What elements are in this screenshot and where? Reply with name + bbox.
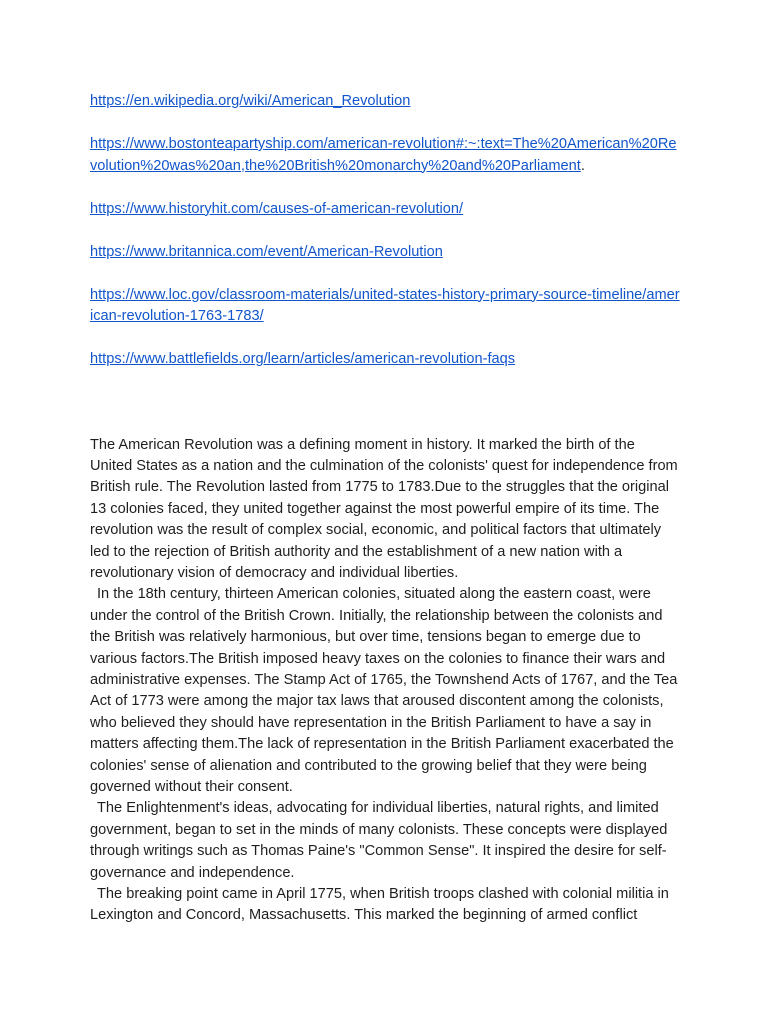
paragraph-lexington-concord: The breaking point came in April 1775, when British troops clashed with colonial militia in Lexington and Concord, Massachusetts. This marked the beginning of armed conflict (90, 886, 669, 924)
reference-item (90, 349, 680, 371)
reference-item (90, 285, 680, 328)
reference-link[interactable]: https://www.historyhit.com/causes-of-american-revolution/ (90, 200, 464, 217)
reference-trailing-punctuation: . (580, 157, 585, 174)
paragraph-taxation: In the 18th century, thirteen American colonies, situated along the eastern coast, were under the control of the British Crown. Initially, the relationship between the colonists and the British was relatively harmonious, but over time, tensions began to emerge due to various factors.The British imposed heavy taxes on the colonies to finance their wars and administrative expenses. The Stamp Act of 1765, the Townshend Acts of 1767, and the Tea Act of 1773 were among the major tax laws that aroused discontent among the colonists, who believed they should have representation in the British Parliament to have a say in matters affecting them.The lack of representation in the British Parliament exacerbated the colonies' sense of alienation and contributed to the growing belief that they were being governed without their consent. (90, 586, 678, 795)
reference-link[interactable]: https://en.wikipedia.org/wiki/American_Revolution (90, 93, 411, 109)
reference-link[interactable]: https://www.bostonteapartyship.com/american-revolution#:~:text=The%20American%20Revolution%20was%20an,the%20British%20monarchy%20and%20Parliament (90, 136, 677, 174)
reference-item (90, 242, 680, 264)
reference-list (90, 91, 680, 371)
reference-link[interactable]: https://www.loc.gov/classroom-materials/united-states-history-primary-source-timeline/american-revolution-1763-1783/ (90, 286, 680, 324)
reference-item (90, 199, 680, 221)
paragraph-enlightenment: The Enlightenment's ideas, advocating for individual liberties, natural rights, and limited government, began to set in the minds of many colonists. These concepts were displayed through writings such as Thomas Paine's "Common Sense". It inspired the desire for self-governance and independence. (90, 800, 668, 881)
reference-item (90, 91, 680, 113)
paragraph-intro: The American Revolution was a defining moment in history. It marked the birth of the United States as a nation and the culmination of the colonists' quest for independence from British rule. The Revolution lasted from 1775 to 1783.Due to the struggles that the original 13 colonies faced, they united together against the most powerful empire of its time. The revolution was the result of complex social, economic, and political factors that ultimately led to the rejection of British authority and the establishment of a new nation with a revolutionary vision of democracy and individual liberties. (90, 436, 678, 581)
document-page (90, 91, 680, 927)
reference-link[interactable]: https://www.battlefields.org/learn/articles/american-revolution-faqs (90, 351, 516, 367)
essay-body (90, 435, 680, 927)
reference-item (90, 134, 680, 177)
reference-link[interactable]: https://www.britannica.com/event/American-Revolution (90, 243, 443, 260)
